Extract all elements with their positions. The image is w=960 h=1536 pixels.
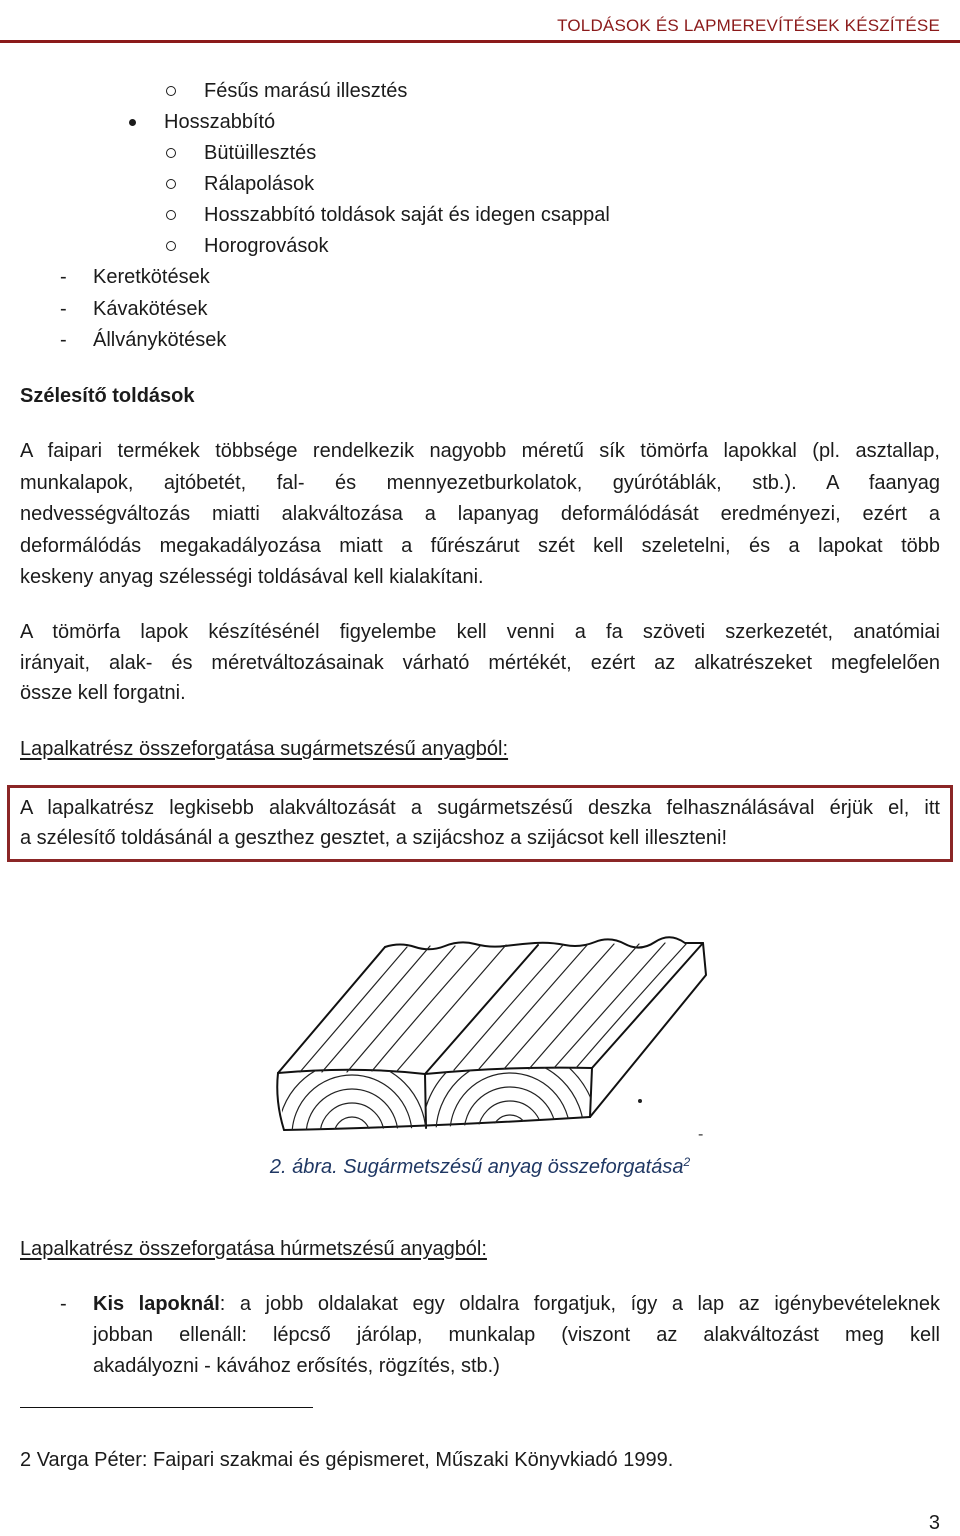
list-item-text: Fésűs marású illesztés [204,80,408,102]
footnote [20,1445,673,1475]
paragraph-line: munkalapok, ajtóbetét, fal- és mennyezetburkolatok, gyúrótáblák, stb.). A faanyag [20,471,940,494]
dash-marker: - [60,266,67,288]
paragraph-line: deformálódás megakadályozása miatt a fűrészárut szét kell szeletelni, és a lapokat több [20,534,940,557]
dash-marker: - [60,298,67,320]
caption-label: 2. ábra. [269,1156,338,1178]
list-item-line [93,1289,940,1320]
note-line: a szélesítő toldásánál a geszthez gesztet, a szijácshoz a szijácsot kell illeszteni! [20,827,728,849]
paragraph-line: keskeny anyag szélességi toldásával kell kialakítani. [20,566,484,588]
circle-bullet-icon [166,86,176,96]
front-left-edge [277,1073,284,1130]
left-edge [278,947,385,1073]
list-item-text: Bütüillesztés [204,142,317,164]
list-item-text: Horogrovások [204,235,329,257]
paragraph-line: nedvességváltozás miatti alakváltozása a lapanyag deformálódását eredményezi, ezért a [20,503,940,525]
circle-bullet-icon [166,148,176,158]
section-heading: Szélesítő toldások [20,385,195,407]
list-item-line: akadályozni - kávához erősítés, rögzítés, stb.) [93,1355,500,1377]
figure-caption [0,1152,960,1182]
right-end-edge [590,943,706,1117]
running-title: TOLDÁSOK ÉS LAPMEREVÍTÉSEK KÉSZÍTÉSE [557,16,940,35]
footnote-separator [20,1407,313,1408]
list-item-text: Keretkötések [93,266,210,288]
grain-lines [300,943,687,1072]
circle-bullet-icon [166,241,176,251]
circle-bullet-icon [166,179,176,189]
dash-marker: - [60,329,67,351]
list-item [0,76,960,106]
paragraph-line: irányait, alak- és méretváltozásainak várható mértékét, ezért az alkatrészeket megfelelően [20,651,940,674]
list-item [0,169,960,199]
footnote-number: 2 [20,1449,32,1471]
list-item-text: Hosszabbító toldások saját és idegen csappal [204,204,610,226]
list-item-line: jobban ellenáll: lépcső járólap, munkalap (viszont az alakváltozást meg kell [93,1324,940,1346]
note-box [7,785,953,862]
list-item [0,231,960,261]
page-number: 3 [928,1512,940,1534]
stray-mark: - [698,1126,704,1143]
back-edge [385,937,703,949]
list-item [93,1289,940,1382]
paragraph-line: össze kell forgatni. [20,682,186,704]
list-item-text: Kávakötések [93,298,208,320]
list-item [0,107,960,137]
list-item [0,294,960,324]
list-item-text: : a jobb oldalakat egy oldalra forgatjuk, így a lap az igénybevételeknek [219,1293,941,1315]
list-item-text: Rálapolások [204,173,315,195]
right-top-edge [592,943,703,1068]
header-rule [0,40,960,43]
list-item-text: Állványkötések [93,329,227,351]
footnote-text: Varga Péter: Faipari szakmai és gépismeret, Műszaki Könyvkiadó 1999. [36,1449,674,1471]
growth-rings-right [422,1045,598,1133]
radial-heading: Lapalkatrész összeforgatása sugármetszésű anyagból: [20,738,509,760]
list-item-text: Hosszabbító [164,111,276,133]
front-right-edge [590,1068,592,1117]
circle-bullet-icon [166,210,176,220]
list-item [0,262,960,292]
list-item-term: Kis lapoknál [93,1293,220,1315]
paragraph-intro [20,436,940,594]
paragraph-line: A faipari termékek többsége rendelkezik nagyobb méretű sík tömörfa lapokkal (pl. asztallap, [20,440,940,462]
tangential-heading: Lapalkatrész összeforgatása húrmetszésű anyagból: [20,1238,487,1260]
list-item [0,200,960,230]
list-item [0,138,960,168]
paragraph-grain [20,617,940,709]
disc-bullet-icon [129,119,136,126]
caption-title: Sugármetszésű anyag összeforgatása [343,1156,684,1178]
caption-footnote-ref: 2 [683,1155,691,1169]
stray-dot [638,1099,642,1103]
note-line: A lapalkatrész legkisebb alakváltozását a sugármetszésű deszka felhasználásával érjük el, itt [20,797,940,819]
paragraph-line: A tömörfa lapok készítésénél figyelembe kell venni a fa szöveti szerkezetét, anatómiai [20,621,940,643]
dash-marker: - [60,1293,67,1315]
board-drawing-figure [270,935,720,1145]
list-item [0,325,960,355]
